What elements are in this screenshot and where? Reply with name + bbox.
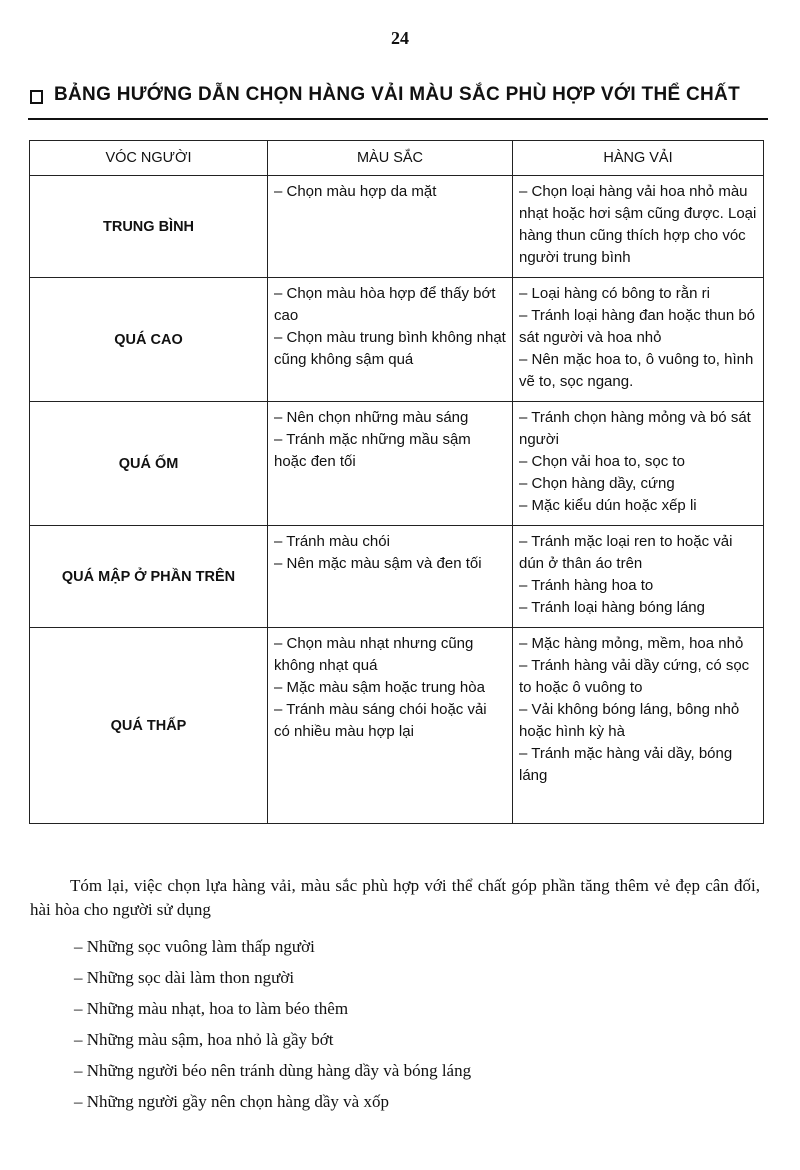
table-header-row (30, 141, 764, 176)
color-item: – Tránh màu sáng chói hoặc vải có nhiều màu hợp lại (274, 701, 487, 740)
list-item: – Những sọc dài làm thon người (74, 968, 295, 987)
checkbox-square-icon (30, 90, 43, 104)
table-row (30, 176, 764, 278)
fabric-cell (513, 176, 764, 278)
color-cell (268, 176, 513, 278)
fabric-item: – Mặc kiểu dún hoặc xếp li (519, 497, 697, 514)
summary-section (30, 874, 760, 1121)
header-color: MÀU SẮC (268, 141, 513, 176)
color-item: – Mặc màu sậm hoặc trung hòa (274, 679, 485, 696)
tips-list (30, 935, 760, 1114)
color-item: – Chọn màu trung bình không nhạt cũng không sậm quá (274, 329, 506, 368)
table-row (30, 278, 764, 402)
color-item: – Chọn màu hợp da mặt (274, 183, 437, 200)
fabric-cell (513, 526, 764, 628)
color-cell (268, 628, 513, 824)
table-row (30, 402, 764, 526)
color-item: – Nên mặc màu sậm và đen tối (274, 555, 482, 572)
fabric-cell (513, 402, 764, 526)
fabric-item: – Tránh loại hàng bóng láng (519, 599, 705, 616)
color-item: – Nên chọn những màu sáng (274, 409, 469, 426)
color-item: – Chọn màu nhạt nhưng cũng không nhạt quá (274, 635, 474, 674)
color-cell (268, 278, 513, 402)
list-item: – Những màu sậm, hoa nhỏ là gầy bớt (74, 1030, 334, 1049)
header-body-type: VÓC NGƯỜI (30, 141, 268, 176)
table-row (30, 628, 764, 824)
guide-table (29, 140, 764, 824)
body-type-cell: QUÁ MẬP Ở PHẦN TRÊN (30, 526, 268, 628)
fabric-cell (513, 278, 764, 402)
list-item: – Những sọc vuông làm thấp người (74, 937, 315, 956)
fabric-item: – Tránh hàng vải dầy cứng, có sọc to hoặc ô vuông to (519, 657, 750, 696)
title-text: BẢNG HƯỚNG DẪN CHỌN HÀNG VẢI MÀU SẮC PHÙ HỢP VỚI THỂ CHẤT (54, 84, 740, 105)
color-cell (268, 526, 513, 628)
color-cell (268, 402, 513, 526)
fabric-item: – Tránh mặc loại ren to hoặc vải dún ở thân áo trên (519, 533, 733, 572)
fabric-item: – Vải không bóng láng, bông nhỏ hoặc hình kỳ hà (519, 701, 740, 740)
fabric-item: – Chọn loại hàng vải hoa nhỏ màu nhạt hoặc hơi sậm cũng được. Loại hàng thun cũng thích hợp cho vóc người trung bình (519, 183, 757, 266)
color-item: – Tránh mặc những mầu sậm hoặc đen tối (274, 431, 471, 470)
fabric-item: – Mặc hàng mỏng, mềm, hoa nhỏ (519, 635, 744, 652)
fabric-item: – Loại hàng có bông to rằn ri (519, 285, 710, 302)
page-number: 24 (391, 28, 409, 48)
fabric-item: – Chọn hàng dầy, cứng (519, 475, 675, 492)
fabric-item: – Tránh loại hàng đan hoặc thun bó sát người và hoa nhỏ (519, 307, 756, 346)
fabric-item: – Tránh chọn hàng mỏng và bó sát người (519, 409, 751, 448)
summary-paragraph: Tóm lại, việc chọn lựa hàng vải, màu sắc phù hợp với thể chất góp phần tăng thêm vẻ đẹp cân đối, hài hòa cho người sử dụng (30, 876, 760, 919)
body-type-cell: TRUNG BÌNH (30, 176, 268, 278)
fabric-item: – Chọn vải hoa to, sọc to (519, 453, 685, 470)
list-item: – Những người béo nên tránh dùng hàng dầy và bóng láng (74, 1061, 472, 1080)
fabric-item: – Tránh hàng hoa to (519, 577, 654, 594)
color-item: – Tránh màu chói (274, 533, 390, 550)
body-type-cell: QUÁ CAO (30, 278, 268, 402)
fabric-item: – Nên mặc hoa to, ô vuông to, hình vẽ to, sọc ngang. (519, 351, 754, 390)
body-type-cell: QUÁ THẤP (30, 628, 268, 824)
table-row (30, 526, 764, 628)
color-item: – Chọn màu hòa hợp để thấy bớt cao (274, 285, 496, 324)
fabric-item: – Tránh mặc hàng vải dầy, bóng láng (519, 745, 733, 784)
list-item: – Những màu nhạt, hoa to làm béo thêm (74, 999, 349, 1018)
list-item: – Những người gầy nên chọn hàng dầy và xốp (74, 1092, 389, 1111)
header-fabric: HÀNG VẢI (513, 141, 764, 176)
fabric-cell (513, 628, 764, 824)
section-title (28, 84, 768, 120)
body-type-cell: QUÁ ỐM (30, 402, 268, 526)
